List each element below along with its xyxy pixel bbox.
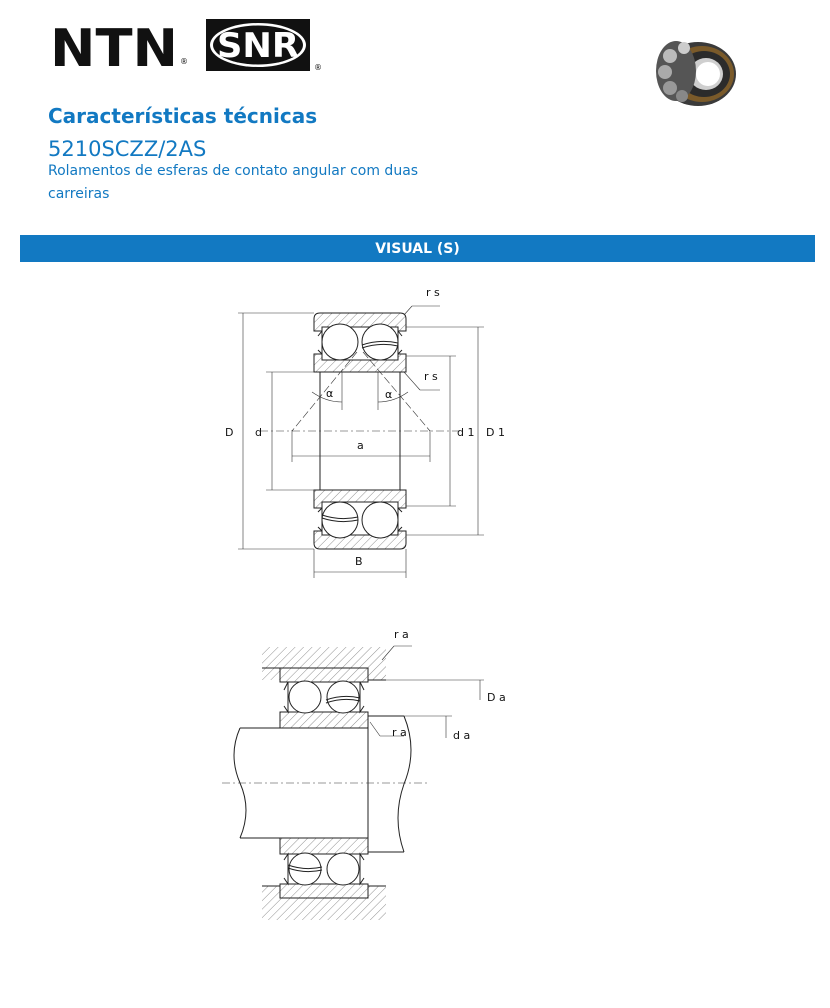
label-a: a — [357, 439, 364, 452]
label-d1: d 1 — [457, 426, 475, 439]
page-title: Características técnicas — [48, 104, 318, 128]
label-alpha-right: α — [385, 388, 393, 401]
label-D: D — [225, 426, 234, 439]
product-description: Rolamentos de esferas de contato angular com duas carreiras — [48, 163, 419, 202]
label-rs-mid: r s — [424, 370, 438, 383]
svg-text:SNR: SNR — [217, 26, 299, 66]
product-model: 5210SCZZ/2AS — [48, 137, 207, 161]
label-alpha-left: α — [326, 387, 334, 400]
section-header-label: VISUAL (S) — [375, 240, 460, 257]
label-rs-top: r s — [426, 286, 440, 299]
svg-text:NTN: NTN — [50, 20, 178, 72]
svg-text:®: ® — [180, 57, 188, 66]
label-d: d — [255, 426, 262, 439]
label-B: B — [355, 555, 363, 568]
label-Da: D a — [487, 691, 506, 704]
label-D1: D 1 — [486, 426, 505, 439]
bearing-mounting-drawing — [234, 647, 411, 920]
label-ra-top: r a — [394, 628, 409, 641]
label-ra-mid: r a — [392, 726, 407, 739]
label-da: d a — [453, 729, 471, 742]
svg-text:®: ® — [314, 63, 322, 72]
